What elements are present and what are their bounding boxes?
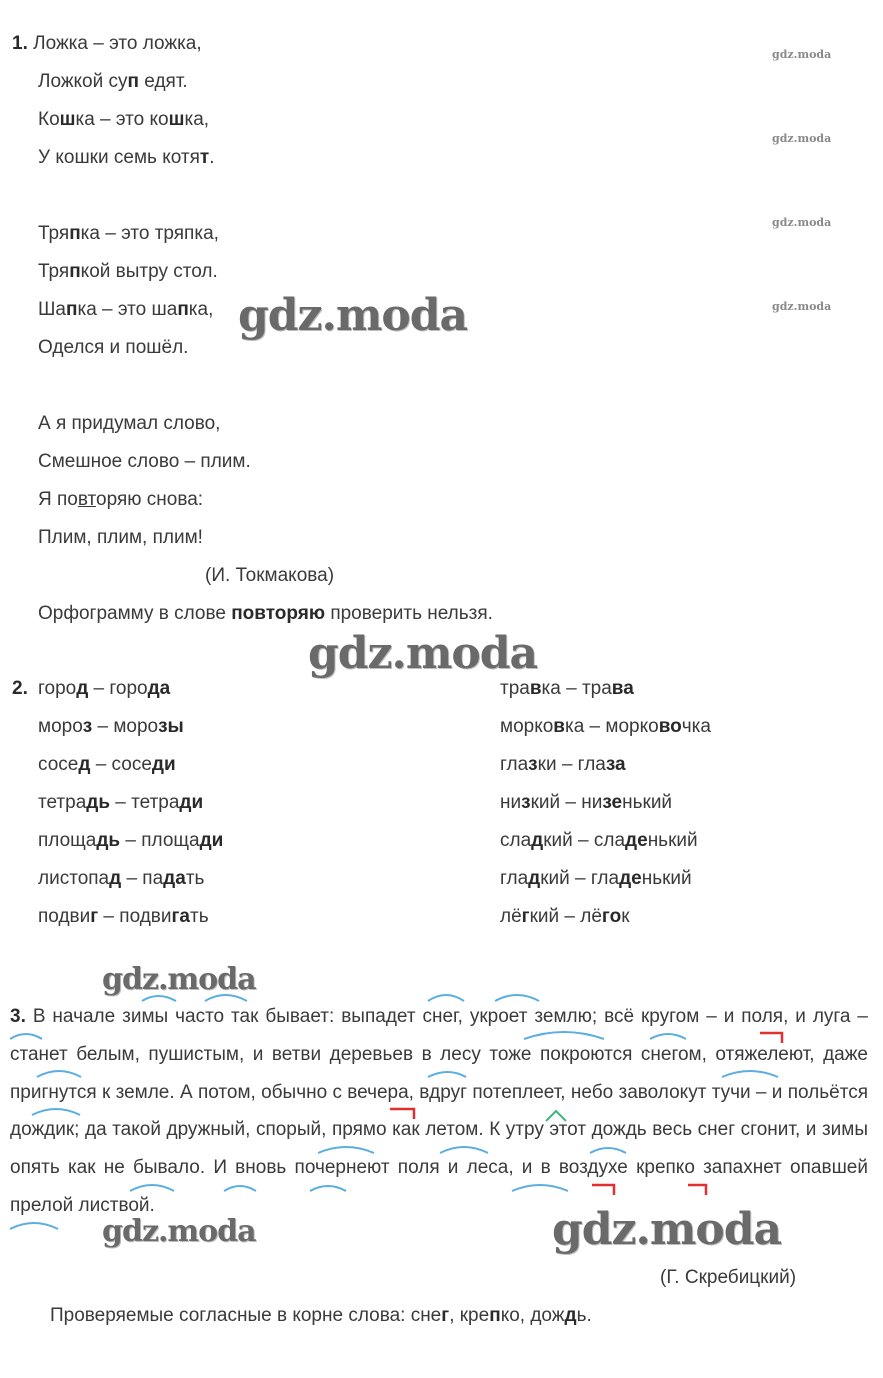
seg: тра	[500, 678, 530, 699]
task1-line-7	[38, 298, 213, 322]
seg: ка – тра	[541, 678, 612, 699]
seg: кий – лё	[529, 906, 602, 927]
highlight: ш	[168, 109, 185, 130]
highlight: де	[619, 868, 642, 889]
seg: Я по	[38, 489, 78, 510]
seg: нький	[647, 830, 698, 851]
seg: – горо	[88, 678, 148, 699]
seg: гла	[500, 868, 529, 889]
task2-left-row	[38, 829, 223, 853]
watermark-mid-2: gdz.moda	[102, 1214, 256, 1249]
seg: Ложкой су	[38, 71, 128, 92]
seg: .	[209, 147, 215, 168]
task2-right-row	[500, 905, 630, 929]
seg: Ко	[38, 109, 60, 130]
watermark-mid-1: gdz.moda	[102, 962, 256, 997]
task2-right-row	[500, 829, 698, 853]
seg: – па	[121, 868, 164, 889]
underlined: вт	[77, 489, 97, 510]
seg: сосе	[38, 754, 79, 775]
seg: моро	[38, 716, 83, 737]
seg: У кошки семь котя	[38, 147, 200, 168]
highlight: п	[489, 1305, 501, 1326]
highlight: п	[69, 261, 81, 282]
task1-line-6	[38, 260, 218, 284]
highlight: п	[69, 223, 81, 244]
seg: кий – ни	[530, 792, 603, 813]
task2-left-row	[38, 791, 203, 815]
highlight: з	[82, 716, 93, 737]
seg: ть	[185, 868, 205, 889]
task3-text: В начале зимы часто так бывает: выпадет снег, укроет землю; всё кругом – и поля, и луга – станет белым, пушистым, и ветви деревьев в лесу тоже покроются снегом, отяжелеют, даже пригнутся к земле. А потом, обычно с вечера, вдруг потеплеет, небо заволокут тучи – и польётся дождик; да такой дружный, спорый, прямо как летом. К утру этот дождь весь снег сгонит, и зимы опять как не бывало. И вновь почернеют поля и леса, и в воздухе крепко запахнет опавшей прелой листвой.	[10, 1006, 869, 1216]
highlight: з	[528, 754, 538, 775]
seg: Ша	[38, 299, 66, 320]
seg: ь.	[576, 1305, 592, 1326]
seg: , кре	[449, 1305, 490, 1326]
highlight: д	[564, 1305, 577, 1326]
highlight: д	[109, 868, 122, 889]
task2-left-row	[38, 905, 209, 929]
task1-line-2	[38, 70, 188, 94]
seg: листопа	[38, 868, 110, 889]
task1-line-text: Ложка – это ложка,	[33, 33, 202, 54]
highlight: во	[658, 716, 682, 737]
task1-conclusion	[38, 602, 493, 626]
task1-line-9	[38, 412, 220, 436]
task2-right-row	[500, 715, 711, 739]
seg: – тетра	[110, 792, 180, 813]
highlight: г	[441, 1305, 450, 1326]
seg: – площа	[120, 830, 200, 851]
seg: – сосе	[90, 754, 152, 775]
task2-left-row	[38, 715, 184, 739]
seg: – подви	[98, 906, 172, 927]
highlight: повторяю	[231, 603, 326, 624]
highlight: ди	[151, 754, 176, 775]
task2-left-row	[38, 753, 176, 777]
seg: – моро	[92, 716, 159, 737]
task1-line-3	[38, 108, 209, 132]
seg: кий – гла	[540, 868, 620, 889]
task1-line-5	[38, 222, 219, 246]
highlight: дь	[96, 830, 121, 851]
seg: Тря	[38, 223, 70, 244]
seg: ко, дож	[500, 1305, 565, 1326]
seg: едят.	[139, 71, 188, 92]
highlight: п	[177, 299, 189, 320]
highlight: за	[605, 754, 626, 775]
seg: сла	[500, 830, 532, 851]
seg: тетра	[38, 792, 87, 813]
seg: Орфограмму в слове	[38, 603, 232, 624]
task3-conclusion	[50, 1304, 592, 1328]
task1-line-12	[38, 526, 203, 550]
task1-line-10	[38, 450, 251, 474]
highlight: га	[171, 906, 190, 927]
seg: Проверяемые согласные в корне слова: сне	[50, 1305, 442, 1326]
seg: лё	[500, 906, 522, 927]
task3-number: 3.	[10, 1006, 26, 1027]
highlight: зы	[158, 716, 184, 737]
highlight: в	[529, 678, 542, 699]
seg: А я придумал слово,	[38, 413, 221, 434]
watermark-small-3: gdz.moda	[772, 216, 832, 229]
highlight: го	[601, 906, 622, 927]
highlight: д	[76, 678, 89, 699]
highlight: ва	[611, 678, 634, 699]
highlight: де	[625, 830, 648, 851]
seg: к	[621, 906, 630, 927]
seg: проверить нельзя.	[325, 603, 493, 624]
seg: подви	[38, 906, 91, 927]
seg: нький	[622, 792, 673, 813]
highlight: п	[127, 71, 140, 92]
seg: оряю снова:	[96, 489, 204, 510]
seg: ка – морко	[564, 716, 659, 737]
highlight: п	[65, 299, 78, 320]
task1-number: 1.	[12, 33, 28, 54]
task2-left-row	[38, 677, 170, 701]
watermark-big-1: gdz.moda	[238, 290, 468, 341]
seg: ни	[500, 792, 522, 813]
highlight: д	[528, 868, 541, 889]
seg: морко	[500, 716, 554, 737]
highlight: г	[521, 906, 530, 927]
highlight: з	[521, 792, 531, 813]
seg: кий – сла	[543, 830, 626, 851]
task1-author: (И. Токмакова)	[205, 565, 335, 586]
task3-author: (Г. Скребицкий)	[660, 1267, 797, 1288]
task2-right-row	[500, 753, 626, 777]
seg: Плим, плим, плим!	[38, 527, 203, 548]
seg: гла	[500, 754, 529, 775]
highlight: ди	[179, 792, 204, 813]
watermark-small-2: gdz.moda	[772, 132, 832, 145]
task1-line-11	[38, 488, 203, 512]
seg: площа	[38, 830, 97, 851]
task1-line-4	[38, 146, 214, 170]
task2-right-row	[500, 867, 692, 891]
task2-left-row	[38, 867, 204, 891]
task2-right-row	[500, 677, 634, 701]
seg: горо	[38, 678, 77, 699]
seg: ка – это ко	[75, 109, 169, 130]
seg: ка – это ша	[77, 299, 178, 320]
highlight: да	[147, 678, 171, 699]
seg: нький	[641, 868, 692, 889]
seg: ка – это тряпка,	[80, 223, 219, 244]
highlight: дь	[86, 792, 111, 813]
task3-paragraph	[10, 998, 868, 1225]
task1-line-1	[12, 32, 202, 56]
seg: Оделся и пошёл.	[38, 337, 189, 358]
highlight: т	[199, 147, 210, 168]
seg: ть	[190, 906, 209, 927]
task1-line-8	[38, 336, 188, 360]
seg: кой вытру стол.	[80, 261, 218, 282]
highlight: д	[531, 830, 544, 851]
seg: чка	[681, 716, 711, 737]
seg: Смешное слово – плим.	[38, 451, 251, 472]
seg: Тря	[38, 261, 70, 282]
task2-number: 2.	[12, 678, 28, 699]
highlight: да	[163, 868, 186, 889]
watermark-small-4: gdz.moda	[772, 300, 832, 313]
highlight: ш	[59, 109, 76, 130]
highlight: г	[90, 906, 99, 927]
task2-right-row	[500, 791, 672, 815]
seg: ка,	[188, 299, 214, 320]
watermark-big-3: gdz.moda	[552, 1204, 782, 1255]
seg: ки – гла	[537, 754, 606, 775]
seg: ка,	[184, 109, 210, 130]
highlight: д	[78, 754, 91, 775]
watermark-big-2: gdz.moda	[308, 628, 538, 679]
highlight: в	[553, 716, 565, 737]
highlight: ди	[199, 830, 224, 851]
highlight: зе	[602, 792, 623, 813]
watermark-small-1: gdz.moda	[772, 48, 832, 61]
